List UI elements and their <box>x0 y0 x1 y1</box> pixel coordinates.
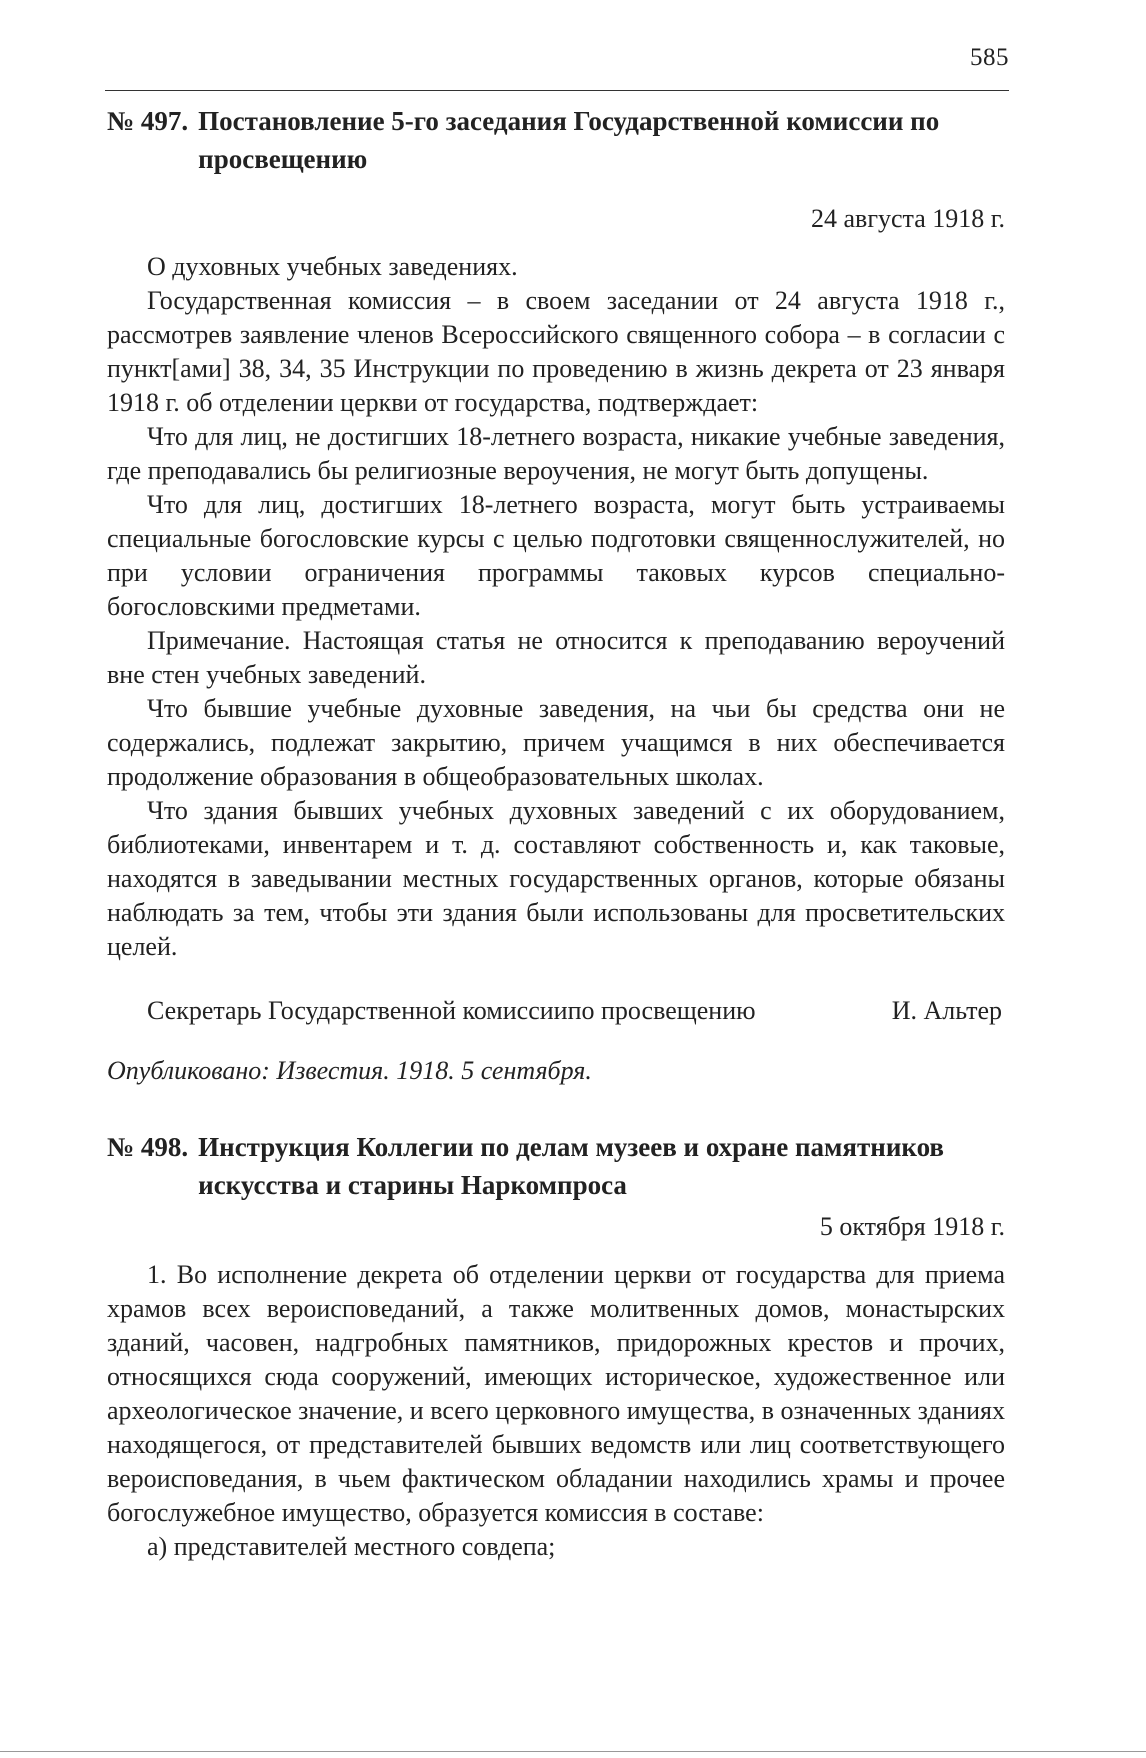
paragraph: Что для лиц, не достигших 18-летнего возраста, никакие учебные заведения, где преподавались бы религиозные вероучения, не могут быть допущены. <box>107 422 1005 485</box>
document-title: Инструкция Коллегии по делам музеев и охране памятников искусства и старины Наркомпроса <box>198 1132 945 1200</box>
document-body <box>107 1258 1005 1564</box>
page-content <box>107 102 1005 1564</box>
signature-role: Секретарь Государственной комиссиипо просвещению <box>147 996 756 1025</box>
paragraph: Что здания бывших учебных духовных заведений с их оборудованием, библиотеками, инвентарем и т. д. составляют собственность и, как таковые, находятся в заведывании местных государственных органов, которые обязаны наблюдать за тем, чтобы эти здания были использованы для просветительских целей. <box>107 796 1005 961</box>
document-number: № 498. <box>107 1132 189 1162</box>
document-heading <box>107 102 1005 178</box>
document-date: 24 августа 1918 г. <box>811 204 1005 233</box>
document-497 <box>107 102 1005 1088</box>
paragraph: О духовных учебных заведениях. <box>147 252 518 281</box>
paragraph: 1. Во исполнение декрета об отделении церкви от государства для приема храмов всех вероисповеданий, а также молитвенных домов, монастырских зданий, часовен, надгробных памятников, придорожных крестов и прочих, относящихся сюда сооружений, имеющих историческое, художественное или археологическое значение, и всего церковного имущества, в означенных зданиях находящегося, от представителей бывших ведомств или лиц соответствующего вероисповедания, в чьем фактическом обладании находились храмы и прочее богослужебное имущество, образуется комиссия в составе: <box>107 1260 1005 1527</box>
header-rule <box>105 90 1009 91</box>
document-498 <box>107 1128 1005 1564</box>
signature-line <box>107 994 1005 1028</box>
paragraph: Что для лиц, достигших 18-летнего возраста, могут быть устраиваемы специальные богословские курсы с целью подготовки священнослужителей, но при условии ограничения программы таковых курсов специально-богословскими предметами. <box>107 490 1005 621</box>
paragraph: а) представителей местного совдепа; <box>147 1532 556 1561</box>
document-heading <box>107 1128 1005 1204</box>
signature-name: И. Альтер <box>891 996 1002 1025</box>
document-title: Постановление 5-го заседания Государственной комиссии по просвещению <box>198 106 940 174</box>
publication-note: Опубликовано: Известия. 1918. 5 сентября. <box>107 1056 592 1085</box>
bottom-rule <box>0 1751 1146 1752</box>
page-number: 585 <box>970 44 1009 71</box>
document-number: № 497. <box>107 106 189 136</box>
paragraph: Государственная комиссия – в своем заседании от 24 августа 1918 г., рассмотрев заявление членов Всероссийского священного собора – в согласии с пункт[ами] 38, 34, 35 Инструкции по проведению в жизнь декрета от 23 января 1918 г. об отделении церкви от государства, подтверждает: <box>107 286 1005 417</box>
paragraph: Что бывшие учебные духовные заведения, на чьи бы средства они не содержались, подлежат закрытию, причем учащимся в них обеспечивается продолжение образования в общеобразовательных школах. <box>107 694 1005 791</box>
paragraph: Примечание. Настоящая статья не относится к преподаванию вероучений вне стен учебных заведений. <box>107 626 1005 689</box>
document-body <box>107 250 1005 964</box>
document-date: 5 октября 1918 г. <box>819 1212 1005 1241</box>
